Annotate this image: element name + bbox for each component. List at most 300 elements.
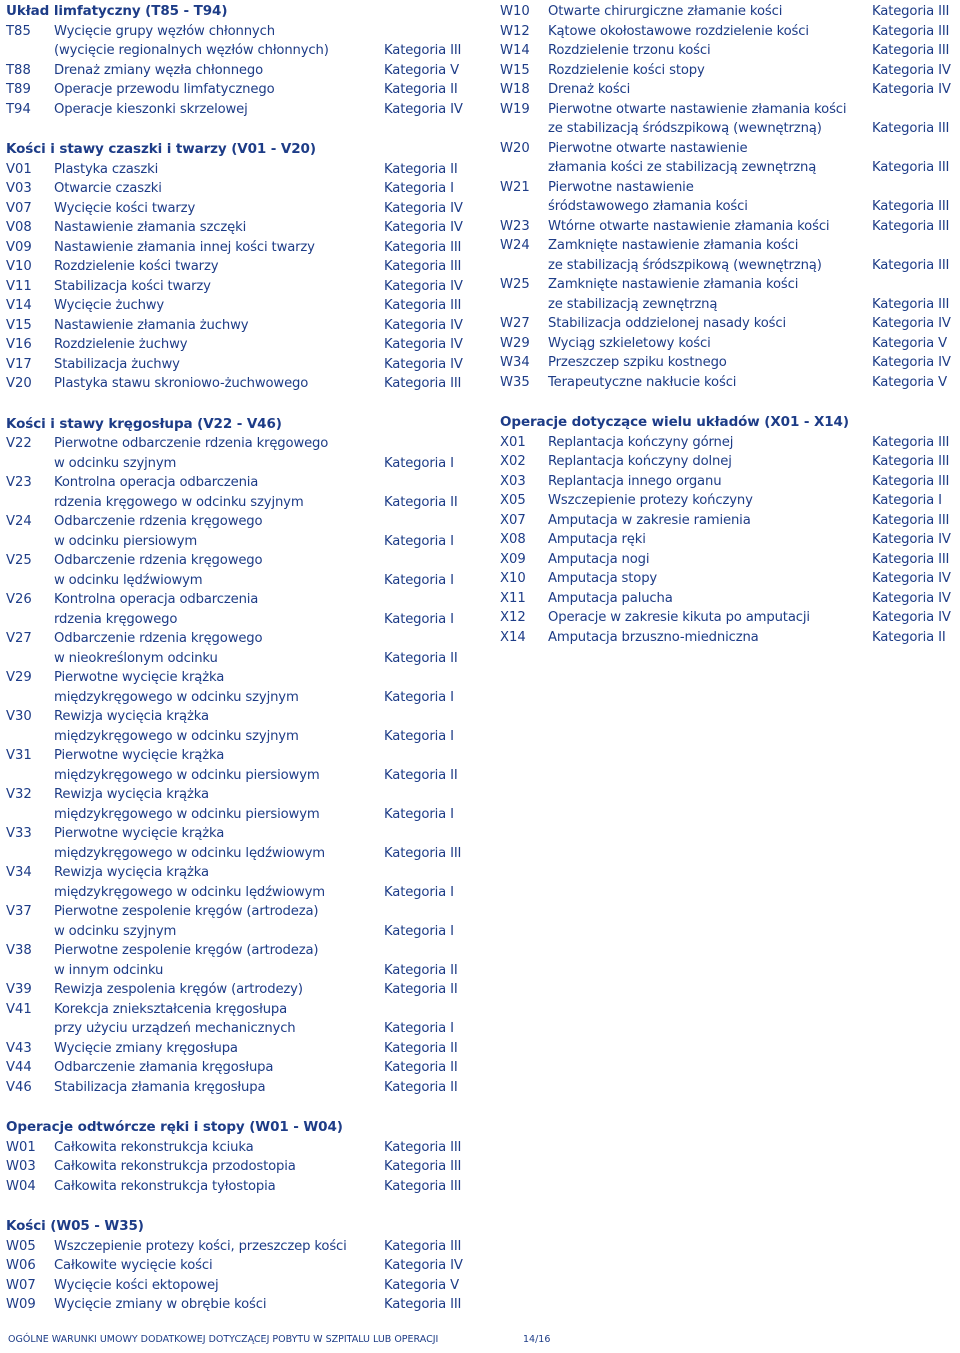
description-line: międzykręgowego w odcinku szyjnym (54, 728, 299, 744)
procedure-description (54, 335, 384, 355)
procedure-category: Kategoria I (384, 728, 454, 744)
procedure-row (6, 629, 476, 668)
procedure-row (500, 314, 958, 334)
procedure-description (54, 199, 384, 219)
procedure-category: Kategoria III (384, 239, 462, 255)
procedure-row (500, 491, 958, 511)
procedure-row (500, 41, 958, 61)
procedure-description (54, 61, 384, 81)
procedure-code: W03 (6, 1159, 36, 1174)
procedure-row (500, 433, 958, 453)
procedure-row (6, 512, 476, 551)
procedure-description (54, 257, 384, 277)
procedure-category: Kategoria IV (384, 220, 463, 235)
procedure-code: W29 (500, 335, 530, 351)
procedure-category: Kategoria II (872, 629, 946, 645)
procedure-code: T94 (6, 101, 31, 117)
procedure-category: Kategoria II (384, 1079, 458, 1095)
procedure-category: Kategoria IV (872, 610, 951, 625)
description-line: Rozdzielenie trzonu kości (548, 43, 711, 58)
procedure-code: X02 (500, 454, 526, 469)
procedure-category: Kategoria III (872, 454, 950, 469)
procedure-category: Kategoria III (872, 296, 950, 312)
procedure-category: Kategoria V (872, 335, 947, 351)
section-title: Układ limfatyczny (T85 - T94) (6, 3, 228, 19)
description-line: Pierwotne wycięcie krążka (54, 826, 225, 841)
description-line: w nieokreślonym odcinku (54, 650, 218, 666)
left-column (6, 2, 476, 1336)
procedure-code: X11 (500, 590, 526, 606)
procedure-code: X01 (500, 434, 526, 450)
procedure-description (54, 374, 384, 394)
procedure-code: W18 (500, 82, 530, 97)
procedure-category: Kategoria IV (384, 1258, 463, 1273)
description-line: Wszczepienie protezy kończyny (548, 493, 753, 508)
procedure-row (500, 61, 958, 81)
description-line: Replantacja kończyny górnej (548, 434, 734, 450)
procedure-row (6, 1157, 476, 1177)
description-line: Wycięcie kości ektopowej (54, 1277, 219, 1293)
procedure-section (6, 1217, 476, 1315)
description-line: Odbarczenie złamania kręgosłupa (54, 1060, 274, 1075)
procedure-code: V26 (6, 592, 32, 607)
description-line: złamania kości ze stabilizacją zewnętrzną (548, 160, 817, 175)
procedure-code: V30 (6, 709, 32, 724)
procedure-category: Kategoria I (384, 923, 454, 939)
procedure-category: Kategoria V (384, 1277, 459, 1293)
procedure-row (6, 199, 476, 219)
procedure-description (548, 628, 872, 648)
procedure-description (548, 353, 872, 373)
procedure-description (54, 316, 384, 336)
description-line: ze stabilizacją śródszpikową (wewnętrzną) (548, 257, 822, 273)
procedure-category: Kategoria I (384, 533, 454, 549)
procedure-description (548, 275, 872, 314)
description-line: Wycięcie grupy węzłów chłonnych (54, 23, 275, 39)
procedure-code: V27 (6, 631, 32, 646)
procedure-description (548, 100, 872, 139)
procedure-category: Kategoria I (872, 493, 942, 508)
procedure-row (6, 1295, 476, 1315)
procedure-category: Kategoria IV (872, 571, 951, 586)
procedure-description (54, 355, 384, 375)
procedure-row (500, 2, 958, 22)
procedure-category: Kategoria III (384, 1178, 462, 1194)
procedure-category: Kategoria I (384, 455, 454, 471)
procedure-code: V34 (6, 865, 32, 880)
description-line: Stabilizacja oddzielonej nasady kości (548, 316, 786, 331)
procedure-code: W23 (500, 218, 530, 234)
description-line: Rozdzielenie żuchwy (54, 337, 188, 352)
procedure-category: Kategoria III (872, 23, 950, 39)
procedure-code: T85 (6, 23, 31, 39)
procedure-description (548, 608, 872, 628)
description-line: międzykręgowego w odcinku piersiowym (54, 806, 320, 822)
procedure-code: V20 (6, 376, 32, 391)
description-line: Nastawienie złamania innej kości twarzy (54, 239, 315, 255)
description-line: w odcinku szyjnym (54, 455, 177, 471)
description-line: w odcinku szyjnym (54, 923, 177, 939)
procedure-code: W27 (500, 316, 530, 331)
procedure-row (6, 1000, 476, 1039)
procedure-category: Kategoria IV (384, 278, 463, 294)
description-line: Replantacja kończyny dolnej (548, 454, 732, 469)
procedure-description (54, 1039, 384, 1059)
procedure-description (54, 1295, 384, 1315)
procedure-category: Kategoria III (872, 257, 950, 273)
procedure-category: Kategoria IV (872, 62, 951, 78)
procedure-category: Kategoria III (872, 199, 950, 214)
procedure-code: V22 (6, 436, 32, 451)
procedure-description (54, 629, 384, 668)
procedure-description (54, 1157, 384, 1177)
procedure-category: Kategoria V (872, 374, 947, 390)
procedure-code: V24 (6, 514, 32, 529)
procedure-category: Kategoria III (872, 473, 950, 489)
procedure-section (6, 1118, 476, 1196)
procedure-description (54, 296, 384, 316)
procedure-row (500, 530, 958, 550)
procedure-category: Kategoria I (384, 572, 454, 588)
procedure-category: Kategoria III (872, 4, 950, 19)
procedure-row (6, 902, 476, 941)
description-line: Odbarczenie rdzenia kręgowego (54, 514, 263, 529)
procedure-code: W10 (500, 4, 530, 19)
procedure-code: V11 (6, 278, 32, 294)
procedure-description (548, 530, 872, 550)
description-line: Amputacja w zakresie ramienia (548, 512, 751, 528)
procedure-category: Kategoria II (384, 982, 458, 997)
procedure-code: X03 (500, 473, 526, 489)
description-line: w odcinku lędźwiowym (54, 572, 203, 588)
procedure-description (54, 1256, 384, 1276)
procedure-row (6, 1039, 476, 1059)
procedure-category: Kategoria IV (384, 337, 463, 352)
procedure-code: W01 (6, 1139, 36, 1155)
procedure-description (54, 902, 384, 941)
procedure-description (548, 589, 872, 609)
procedure-description (54, 179, 384, 199)
procedure-code: X09 (500, 551, 526, 567)
procedure-category: Kategoria I (384, 611, 454, 627)
procedure-category: Kategoria III (384, 259, 462, 274)
description-line: Kątowe okołostawowe rozdzielenie kości (548, 23, 809, 39)
procedure-description (54, 824, 384, 863)
description-line: Pierwotne otwarte nastawienie (548, 140, 748, 156)
procedure-description (54, 1237, 384, 1257)
procedure-description (54, 218, 384, 238)
description-line: międzykręgowego w odcinku piersiowym (54, 767, 320, 783)
procedure-category: Kategoria II (384, 82, 458, 97)
procedure-code: W14 (500, 43, 530, 58)
description-line: (wycięcie regionalnych węzłów chłonnych) (54, 43, 329, 58)
procedure-row (6, 374, 476, 394)
procedure-row (6, 355, 476, 375)
procedure-section (6, 140, 476, 394)
procedure-description (548, 334, 872, 354)
procedure-description (548, 491, 872, 511)
procedure-category: Kategoria III (384, 1139, 462, 1155)
description-line: Replantacja innego organu (548, 473, 722, 489)
procedure-description (54, 1078, 384, 1098)
procedure-description (548, 139, 872, 178)
description-line: rdzenia kręgowego w odcinku szyjnym (54, 494, 304, 510)
procedure-code: X10 (500, 571, 526, 586)
procedure-code: V17 (6, 356, 32, 372)
procedure-code: X12 (500, 610, 526, 625)
procedure-category: Kategoria III (384, 298, 462, 313)
right-column (500, 2, 958, 668)
procedure-category: Kategoria III (384, 376, 462, 391)
description-line: Przeszczep szpiku kostnego (548, 355, 727, 370)
procedure-row (6, 1276, 476, 1296)
description-line: Drenaż zmiany węzła chłonnego (54, 62, 264, 78)
procedure-description (548, 433, 872, 453)
description-line: w odcinku piersiowym (54, 533, 198, 549)
procedure-row (6, 434, 476, 473)
procedure-row (500, 217, 958, 237)
description-line: Pierwotne nastawienie (548, 179, 694, 195)
procedure-description (548, 373, 872, 393)
procedure-code: W05 (6, 1238, 36, 1254)
procedure-row (6, 80, 476, 100)
procedure-description (54, 1276, 384, 1296)
description-line: Pierwotne zespolenie kręgów (artrodeza) (54, 904, 319, 919)
procedure-row (500, 373, 958, 393)
procedure-description (54, 1138, 384, 1158)
procedure-row (6, 335, 476, 355)
procedure-row (500, 353, 958, 373)
description-line: Rozdzielenie kości stopy (548, 62, 705, 78)
procedure-description (54, 863, 384, 902)
procedure-row (6, 1256, 476, 1276)
procedure-code: X08 (500, 532, 526, 547)
description-line: Wycięcie żuchwy (54, 298, 165, 313)
procedure-section (500, 2, 958, 392)
procedure-row (500, 275, 958, 314)
procedure-row (6, 551, 476, 590)
procedure-code: V03 (6, 181, 32, 196)
procedure-category: Kategoria I (384, 1021, 454, 1036)
description-line: Pierwotne wycięcie krążka (54, 748, 225, 763)
procedure-category: Kategoria II (384, 494, 458, 510)
procedure-code: V43 (6, 1040, 32, 1056)
procedure-row (6, 22, 476, 61)
description-line: Otwarte chirurgiczne złamanie kości (548, 4, 783, 19)
section-title: Kości i stawy kręgosłupa (V22 - V46) (6, 415, 282, 432)
procedure-category: Kategoria III (872, 512, 950, 528)
description-line: międzykręgowego w odcinku lędźwiowym (54, 845, 325, 861)
procedure-category: Kategoria IV (384, 200, 463, 216)
procedure-code: V29 (6, 670, 32, 685)
procedure-row (500, 22, 958, 42)
procedure-category: Kategoria III (872, 160, 950, 175)
description-line: Amputacja nogi (548, 551, 650, 567)
procedure-category: Kategoria IV (384, 101, 463, 117)
procedure-row (6, 980, 476, 1000)
description-line: Całkowite wycięcie kości (54, 1258, 213, 1273)
procedure-category: Kategoria II (384, 767, 458, 783)
description-line: Amputacja stopy (548, 571, 658, 586)
procedure-code: X14 (500, 629, 526, 645)
procedure-category: Kategoria I (384, 806, 454, 822)
description-line: Całkowita rekonstrukcja przodostopia (54, 1159, 296, 1174)
procedure-code: V46 (6, 1079, 32, 1095)
procedure-description (54, 1058, 384, 1078)
procedure-row (6, 1078, 476, 1098)
procedure-description (54, 785, 384, 824)
procedure-description (548, 569, 872, 589)
procedure-description (54, 434, 384, 473)
procedure-description (548, 178, 872, 217)
procedure-description (548, 80, 872, 100)
description-line: Całkowita rekonstrukcja tyłostopia (54, 1178, 276, 1194)
description-line: międzykręgowego w odcinku szyjnym (54, 689, 299, 705)
procedure-description (54, 980, 384, 1000)
procedure-description (548, 236, 872, 275)
procedure-description (548, 314, 872, 334)
procedure-row (6, 316, 476, 336)
description-line: Amputacja brzuszno-miedniczna (548, 629, 759, 645)
procedure-code: W19 (500, 101, 530, 117)
procedure-description (54, 80, 384, 100)
procedure-description (54, 1177, 384, 1197)
procedure-row (500, 589, 958, 609)
description-line: rdzenia kręgowego (54, 611, 178, 627)
procedure-code: V32 (6, 787, 32, 802)
procedure-row (500, 178, 958, 217)
procedure-row (6, 296, 476, 316)
procedure-row (6, 100, 476, 120)
procedure-category: Kategoria III (384, 845, 462, 861)
description-line: Plastyka stawu skroniowo-żuchwowego (54, 376, 309, 391)
procedure-code: T89 (6, 82, 31, 97)
description-line: Terapeutyczne nakłucie kości (548, 374, 737, 390)
procedure-category: Kategoria I (384, 181, 454, 196)
procedure-description (54, 941, 384, 980)
procedure-row (500, 236, 958, 275)
procedure-category: Kategoria II (384, 1060, 458, 1075)
procedure-row (6, 590, 476, 629)
procedure-code: X07 (500, 512, 526, 528)
procedure-row (500, 550, 958, 570)
description-line: Rewizja zespolenia kręgów (artrodezy) (54, 982, 303, 997)
description-line: Pierwotne otwarte nastawienie złamania kości (548, 101, 847, 117)
procedure-row (6, 1138, 476, 1158)
procedure-category: Kategoria IV (872, 82, 951, 97)
procedure-code: X05 (500, 493, 526, 508)
procedure-row (6, 218, 476, 238)
procedure-row (6, 61, 476, 81)
section-title: Operacje odtwórcze ręki i stopy (W01 - W04) (6, 1119, 343, 1135)
procedure-category: Kategoria III (872, 121, 950, 136)
procedure-description (548, 61, 872, 81)
description-line: Stabilizacja żuchwy (54, 356, 180, 372)
procedure-row (6, 257, 476, 277)
description-line: Odbarczenie rdzenia kręgowego (54, 553, 263, 568)
procedure-code: W06 (6, 1258, 36, 1273)
procedure-code: V37 (6, 904, 32, 919)
procedure-row (6, 707, 476, 746)
procedure-category: Kategoria IV (872, 590, 951, 606)
description-line: Drenaż kości (548, 82, 631, 97)
procedure-code: V10 (6, 259, 32, 274)
description-line: ze stabilizacją zewnętrzną (548, 296, 718, 312)
description-line: ze stabilizacją śródszpikową (wewnętrzną) (548, 121, 822, 136)
procedure-code: V16 (6, 337, 32, 352)
description-line: Nastawienie złamania żuchwy (54, 317, 249, 333)
procedure-description (54, 238, 384, 258)
procedure-row (6, 863, 476, 902)
procedure-code: W24 (500, 238, 530, 253)
description-line: Otwarcie czaszki (54, 181, 162, 196)
description-line: Wtórne otwarte nastawienie złamania kości (548, 218, 830, 234)
procedure-row (6, 473, 476, 512)
procedure-section (6, 2, 476, 119)
procedure-description (54, 160, 384, 180)
procedure-row (6, 179, 476, 199)
description-line: międzykręgowego w odcinku lędźwiowym (54, 884, 325, 900)
procedure-code: W21 (500, 179, 530, 195)
procedure-category: Kategoria II (384, 161, 458, 177)
procedure-row (6, 1177, 476, 1197)
procedure-code: V23 (6, 475, 32, 490)
procedure-code: W15 (500, 62, 530, 78)
section-title: Kości (W05 - W35) (6, 1218, 144, 1234)
procedure-description (548, 472, 872, 492)
description-line: Całkowita rekonstrukcja kciuka (54, 1139, 254, 1155)
description-line: Amputacja ręki (548, 532, 646, 547)
description-line: Pierwotne odbarczenie rdzenia kręgowego (54, 436, 329, 451)
procedure-section (500, 413, 958, 647)
procedure-code: V15 (6, 317, 32, 333)
procedure-description (54, 277, 384, 297)
procedure-row (500, 100, 958, 139)
procedure-description (548, 22, 872, 42)
description-line: śródstawowego złamania kości (548, 199, 748, 214)
description-line: Kontrolna operacja odbarczenia (54, 592, 259, 607)
procedure-row (500, 452, 958, 472)
procedure-code: V08 (6, 220, 32, 235)
procedure-code: T88 (6, 62, 31, 78)
description-line: Wycięcie kości twarzy (54, 200, 196, 216)
page-number: 14/16 (523, 1334, 551, 1345)
description-line: Wyciąg szkieletowy kości (548, 335, 711, 351)
procedure-category: Kategoria III (872, 551, 950, 567)
procedure-row (500, 472, 958, 492)
procedure-code: W34 (500, 355, 530, 370)
procedure-category: Kategoria III (872, 43, 950, 58)
procedure-description (54, 1000, 384, 1039)
procedure-row (500, 511, 958, 531)
section-title: Kości i stawy czaszki i twarzy (V01 - V20) (6, 141, 316, 157)
procedure-row (500, 628, 958, 648)
procedure-description (54, 746, 384, 785)
procedure-description (548, 550, 872, 570)
procedure-code: W12 (500, 23, 530, 39)
procedure-row (500, 608, 958, 628)
description-line: Operacje przewodu limfatycznego (54, 82, 275, 97)
procedure-code: V41 (6, 1001, 32, 1017)
footer-text: OGÓLNE WARUNKI UMOWY DODATKOWEJ DOTYCZĄCEJ POBYTU W SZPITALU LUB OPERACJI (8, 1334, 439, 1345)
description-line: Korekcja zniekształcenia kręgosłupa (54, 1001, 288, 1017)
procedure-section (6, 415, 476, 1098)
procedure-row (6, 160, 476, 180)
procedure-row (6, 668, 476, 707)
procedure-code: V07 (6, 200, 32, 216)
section-title: Operacje dotyczące wielu układów (X01 - X14) (500, 414, 849, 430)
procedure-code: W07 (6, 1277, 36, 1293)
